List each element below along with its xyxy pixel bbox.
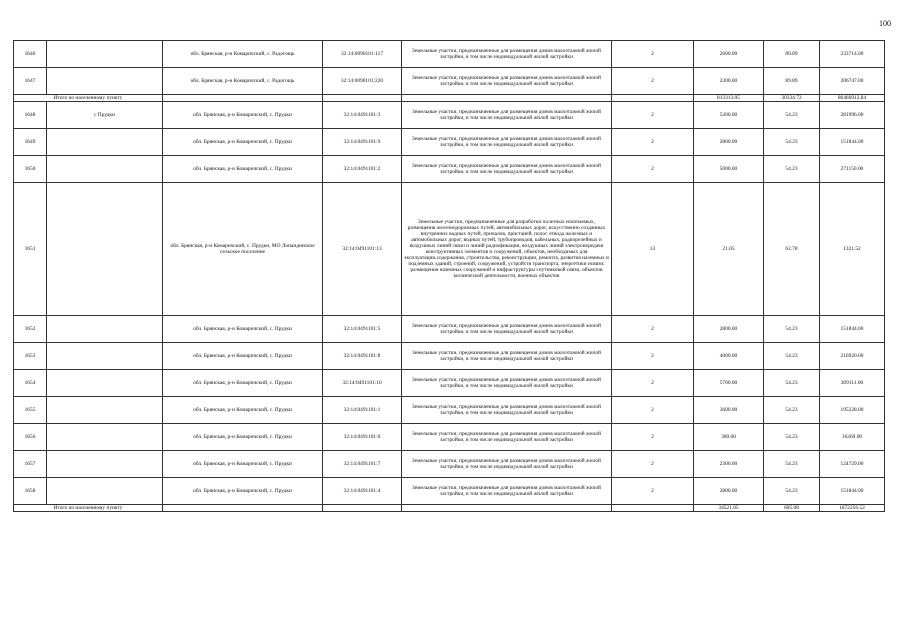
use-group: 2 bbox=[612, 41, 694, 68]
settlement-name bbox=[47, 41, 163, 68]
use-group: 2 bbox=[612, 316, 694, 343]
empty-cell bbox=[163, 95, 323, 102]
use-group: 2 bbox=[612, 397, 694, 424]
table-body bbox=[14, 41, 885, 512]
land-use: Земельные участки, предназначенные для размещения домов малоэтажной жилой застройки, в том числе индивидуальной жилой застройки bbox=[402, 68, 612, 95]
use-group: 2 bbox=[612, 478, 694, 505]
use-group: 2 bbox=[612, 343, 694, 370]
rate: 54.23 bbox=[764, 424, 820, 451]
cadastral-number: 32:14:0491101:5 bbox=[323, 316, 402, 343]
cadastral-number: 32:14:0491101:7 bbox=[323, 451, 402, 478]
cadastral-number: 32:14:0491101:9 bbox=[323, 129, 402, 156]
row-number: 1654 bbox=[14, 370, 47, 397]
row-number: 1655 bbox=[14, 397, 47, 424]
area: 5200.00 bbox=[694, 102, 764, 129]
cadastral-value: 124729.00 bbox=[820, 451, 885, 478]
empty-cell bbox=[323, 95, 402, 102]
table-row bbox=[14, 129, 885, 156]
table-row bbox=[14, 102, 885, 129]
cadastral-value: 195228.00 bbox=[820, 397, 885, 424]
cadastral-number: 32:14:0491101:1 bbox=[323, 397, 402, 424]
area: 2800.00 bbox=[694, 129, 764, 156]
empty-cell bbox=[612, 505, 694, 512]
settlement-name bbox=[47, 478, 163, 505]
empty-cell bbox=[402, 505, 612, 512]
land-use: Земельные участки, предназначенные для размещения домов малоэтажной жилой застройки, в том числе индивидуальной жилой застройки bbox=[402, 478, 612, 505]
settlement-name bbox=[47, 316, 163, 343]
cadastral-value: 151844.00 bbox=[820, 129, 885, 156]
settlement-name: с Прудки bbox=[47, 102, 163, 129]
land-use: Земельные участки, предназначенные для размещения домов малоэтажной жилой застройки, в том числе индивидуальной жилой застройки bbox=[402, 41, 612, 68]
row-number: 1653 bbox=[14, 343, 47, 370]
rate: 54.23 bbox=[764, 129, 820, 156]
area: 3600.00 bbox=[694, 397, 764, 424]
page-number: 100 bbox=[879, 19, 891, 28]
area: 2800.00 bbox=[694, 316, 764, 343]
empty-cell bbox=[402, 95, 612, 102]
use-group: 13 bbox=[612, 183, 694, 316]
address: обл. Брянская, р-н Комаричский, с. Прудки bbox=[163, 478, 323, 505]
total-value: 86466912.84 bbox=[820, 95, 885, 102]
cadastral-number: 32:14:0090101:117 bbox=[323, 41, 402, 68]
empty-cell bbox=[323, 505, 402, 512]
table-row bbox=[14, 183, 885, 316]
row-number: 1657 bbox=[14, 451, 47, 478]
land-use: Земельные участки, предназначенные для размещения домов малоэтажной жилой застройки, в том числе индивидуальной жилой застройки bbox=[402, 343, 612, 370]
land-use: Земельные участки, предназначенные для размещения домов малоэтажной жилой застройки, в том числе индивидуальной жилой застройки bbox=[402, 102, 612, 129]
address: обл. Брянская, р-н Комаричский, с. Прудки bbox=[163, 316, 323, 343]
row-number: 1649 bbox=[14, 129, 47, 156]
total-label: Итого по населенному пункту bbox=[14, 95, 163, 102]
area: 2300.00 bbox=[694, 68, 764, 95]
total-area: 34521.05 bbox=[694, 505, 764, 512]
table-row bbox=[14, 397, 885, 424]
cadastral-value-table bbox=[13, 40, 885, 512]
area: 5000.00 bbox=[694, 156, 764, 183]
row-number: 1647 bbox=[14, 68, 47, 95]
table-row bbox=[14, 370, 885, 397]
land-use: Земельные участки, предназначенные для размещения домов малоэтажной жилой застройки, в том числе индивидуальной жилой застройки bbox=[402, 451, 612, 478]
table-row bbox=[14, 343, 885, 370]
address: обл. Брянская, р-н Комаричский, с. Радогощь bbox=[163, 68, 323, 95]
row-number: 1658 bbox=[14, 478, 47, 505]
area: 5700.00 bbox=[694, 370, 764, 397]
use-group: 2 bbox=[612, 68, 694, 95]
cadastral-number: 32:14:0491101:3 bbox=[323, 102, 402, 129]
settlement-name bbox=[47, 397, 163, 424]
land-use: Земельные участки, предназначенные для размещения домов малоэтажной жилой застройки, в том числе индивидуальной жилой застройки bbox=[402, 156, 612, 183]
address: обл. Брянская, р-н Комаричский, с. Прудки bbox=[163, 397, 323, 424]
address: обл. Брянская, р-н Комаричский, с. Прудки bbox=[163, 343, 323, 370]
row-number: 1648 bbox=[14, 102, 47, 129]
rate: 54.23 bbox=[764, 451, 820, 478]
cadastral-value: 271150.00 bbox=[820, 156, 885, 183]
table-row bbox=[14, 156, 885, 183]
row-number: 1652 bbox=[14, 316, 47, 343]
cadastral-number: 32:14:0491101:4 bbox=[323, 478, 402, 505]
row-number: 1656 bbox=[14, 424, 47, 451]
cadastral-value: 151844.00 bbox=[820, 316, 885, 343]
cadastral-value: 151844.00 bbox=[820, 478, 885, 505]
area: 2300.00 bbox=[694, 451, 764, 478]
address: обл. Брянская, р-н Комаричский, с. Прудки bbox=[163, 102, 323, 129]
rate: 54.23 bbox=[764, 343, 820, 370]
table-row bbox=[14, 41, 885, 68]
address: обл. Брянская, р-н Комаричский, с. Прудки bbox=[163, 370, 323, 397]
use-group: 2 bbox=[612, 102, 694, 129]
address: обл. Брянская, р-н Комаричский, с. Прудки bbox=[163, 129, 323, 156]
cadastral-number: 32:14:0491101:8 bbox=[323, 343, 402, 370]
use-group: 2 bbox=[612, 424, 694, 451]
table-row bbox=[14, 68, 885, 95]
address: обл. Брянская, р-н Комаричский, с. Прудки bbox=[163, 424, 323, 451]
cadastral-value: 281996.00 bbox=[820, 102, 885, 129]
address: обл. Брянская, р-н Комаричский, с. Радогощь bbox=[163, 41, 323, 68]
settlement-name bbox=[47, 156, 163, 183]
rate: 89.89 bbox=[764, 68, 820, 95]
total-rate: 30334.72 bbox=[764, 95, 820, 102]
row-number: 1651 bbox=[14, 183, 47, 316]
use-group: 2 bbox=[612, 370, 694, 397]
use-group: 2 bbox=[612, 451, 694, 478]
table-row bbox=[14, 478, 885, 505]
total-area: 813313.05 bbox=[694, 95, 764, 102]
rate: 54.23 bbox=[764, 397, 820, 424]
table-row bbox=[14, 316, 885, 343]
total-label: Итого по населенному пункту bbox=[14, 505, 163, 512]
use-group: 2 bbox=[612, 156, 694, 183]
cadastral-value: 216920.00 bbox=[820, 343, 885, 370]
area: 21.05 bbox=[694, 183, 764, 316]
address: обл. Брянская, р-н Комаричский, с. Прудки, МО Лопандинское сельское поселение bbox=[163, 183, 323, 316]
land-use: Земельные участки, предназначенные для разработки полезных ископаемых, размещения железнодорожных путей, автомобильных дорог, искусственно созданных внутренних водных путей, причалов, пристаней, полос отвода железных и автомобильных дорог, водных путей, трубопроводов, кабельных, радиорелейных и воздушных линий связи и линий радиофикации, воздушных линий электропередачи конструктивных элементов и сооружений, объектов, необходимых для эксплуатации,содержания, строительства, реконструкции, ремонта, развития наземных и подземных зданий, строений, сооружений, устройств транспорта, энергетики исвязи; размещения наземных сооружений и инфраструктуры спутниковой связи, объектов космической деятельности, военных объектов bbox=[402, 183, 612, 316]
rate: 89.89 bbox=[764, 41, 820, 68]
cadastral-number: 32:14:0491101:2 bbox=[323, 156, 402, 183]
settlement-name bbox=[47, 451, 163, 478]
rate: 54.23 bbox=[764, 102, 820, 129]
settlement-name bbox=[47, 343, 163, 370]
land-use: Земельные участки, предназначенные для размещения домов малоэтажной жилой застройки, в том числе индивидуальной жилой застройки bbox=[402, 397, 612, 424]
table-row bbox=[14, 424, 885, 451]
rate: 54.23 bbox=[764, 316, 820, 343]
settlement-name bbox=[47, 129, 163, 156]
cadastral-number: 32:14:0090101:220 bbox=[323, 68, 402, 95]
settlement-name bbox=[47, 424, 163, 451]
total-row bbox=[14, 95, 885, 102]
area: 2800.00 bbox=[694, 478, 764, 505]
cadastral-number: 32:14:0491101:6 bbox=[323, 424, 402, 451]
address: обл. Брянская, р-н Комаричский, с. Прудки bbox=[163, 451, 323, 478]
settlement-name bbox=[47, 68, 163, 95]
settlement-name bbox=[47, 370, 163, 397]
cadastral-number: 32:14:0491101:10 bbox=[323, 370, 402, 397]
area: 4000.00 bbox=[694, 343, 764, 370]
land-use: Земельные участки, предназначенные для размещения домов малоэтажной жилой застройки, в том числе индивидуальной жилой застройки bbox=[402, 424, 612, 451]
rate: 62.78 bbox=[764, 183, 820, 316]
cadastral-number: 32:14:0491101:13 bbox=[323, 183, 402, 316]
empty-cell bbox=[163, 505, 323, 512]
cadastral-value: 233714.00 bbox=[820, 41, 885, 68]
cadastral-value: 16269.00 bbox=[820, 424, 885, 451]
cadastral-value: 309111.00 bbox=[820, 370, 885, 397]
rate: 54.23 bbox=[764, 478, 820, 505]
row-number: 1646 bbox=[14, 41, 47, 68]
land-use: Земельные участки, предназначенные для размещения домов малоэтажной жилой застройки, в том числе индивидуальной жилой застройки bbox=[402, 129, 612, 156]
table-row bbox=[14, 451, 885, 478]
empty-cell bbox=[612, 95, 694, 102]
total-row bbox=[14, 505, 885, 512]
cadastral-value: 206747.00 bbox=[820, 68, 885, 95]
address: обл. Брянская, р-н Комаричский, с. Прудки bbox=[163, 156, 323, 183]
row-number: 1650 bbox=[14, 156, 47, 183]
area: 300.00 bbox=[694, 424, 764, 451]
rate: 54.23 bbox=[764, 370, 820, 397]
cadastral-value: 1321.52 bbox=[820, 183, 885, 316]
land-use: Земельные участки, предназначенные для размещения домов малоэтажной жилой застройки, в том числе индивидуальной жилой застройки bbox=[402, 316, 612, 343]
total-rate: 605.08 bbox=[764, 505, 820, 512]
land-use: Земельные участки, предназначенные для размещения домов малоэтажной жилой застройки, в том числе индивидуальной жилой застройки bbox=[402, 370, 612, 397]
rate: 54.23 bbox=[764, 156, 820, 183]
settlement-name bbox=[47, 183, 163, 316]
area: 2600.00 bbox=[694, 41, 764, 68]
use-group: 2 bbox=[612, 129, 694, 156]
total-value: 1872256.52 bbox=[820, 505, 885, 512]
